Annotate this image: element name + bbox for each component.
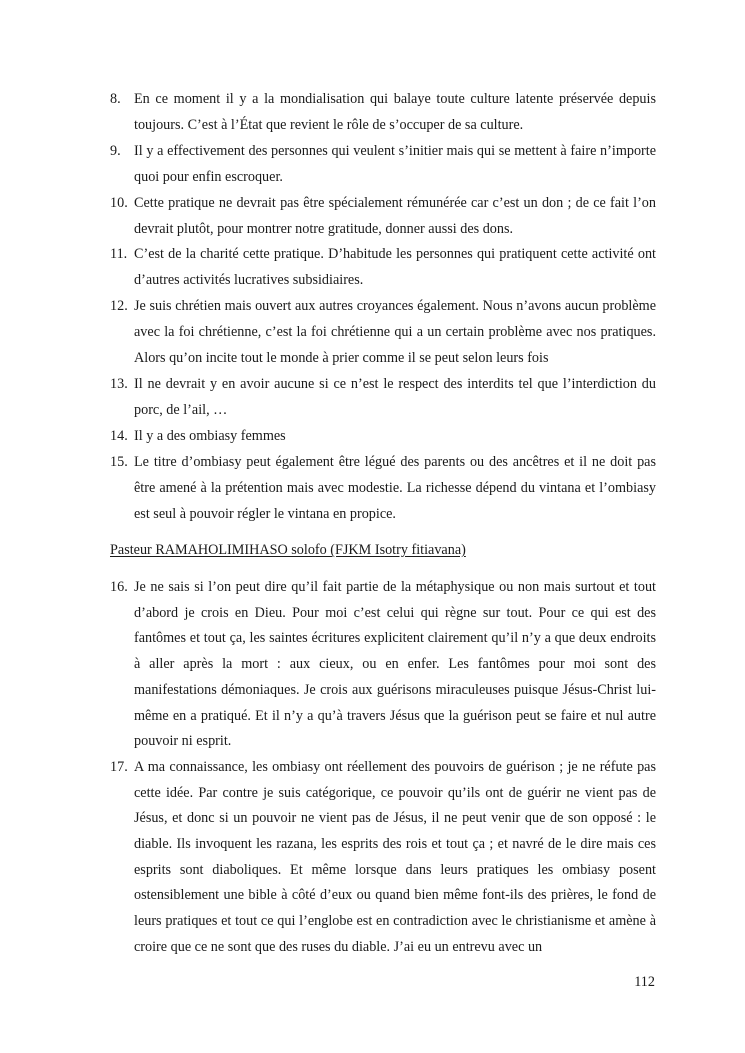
item-text: Il y a des ombiasy femmes bbox=[134, 427, 286, 444]
item-number: 15. bbox=[110, 453, 128, 470]
item-number: 9. bbox=[110, 142, 121, 159]
item-text: Je suis chrétien mais ouvert aux autres croyances également. Nous n’avons aucun problème avec la foi chrétienne, c’est la foi chrétienne qui a un certain problème avec nos pratiques. Alors qu’on incite tout le monde à prier comme il se peut selon leurs fois bbox=[134, 298, 656, 367]
list-item bbox=[110, 755, 656, 961]
numbered-list-part-2 bbox=[110, 575, 656, 961]
list-item bbox=[110, 242, 656, 294]
list-item bbox=[110, 294, 656, 372]
numbered-list-part-1 bbox=[110, 87, 656, 527]
list-item bbox=[110, 139, 656, 191]
list-item bbox=[110, 372, 656, 424]
list-item bbox=[110, 191, 656, 243]
item-text: En ce moment il y a la mondialisation qui balaye toute culture latente préservée depuis toujours. C’est à l’État que revient le rôle de s’occuper de sa culture. bbox=[134, 91, 656, 133]
item-number: 11. bbox=[110, 246, 128, 263]
item-text: Le titre d’ombiasy peut également être légué des parents ou des ancêtres et il ne doit pas être amené à la prétention mais avec modestie. La richesse dépend du vintana et l’ombiasy est seul à pouvoir régler le vintana en propice. bbox=[134, 453, 656, 522]
section-title: Pasteur RAMAHOLIMIHASO solofo (FJKM Isotry fitiavana) bbox=[110, 542, 466, 558]
item-number: 17. bbox=[110, 758, 128, 775]
item-number: 13. bbox=[110, 375, 128, 392]
list-item bbox=[110, 450, 656, 528]
item-number: 12. bbox=[110, 298, 128, 315]
item-text: Cette pratique ne devrait pas être spécialement rémunérée car c’est un don ; de ce fait l’on devrait plutôt, pour montrer notre gratitude, donner aussi des dons. bbox=[134, 194, 656, 237]
item-text: Il y a effectivement des personnes qui veulent s’initier mais qui se mettent à faire n’importe quoi pour enfin escroquer. bbox=[134, 142, 656, 185]
page-number: 112 bbox=[634, 974, 655, 990]
list-item bbox=[110, 575, 656, 755]
item-text: A ma connaissance, les ombiasy ont réellement des pouvoirs de guérison ; je ne réfute pas cette idée. Par contre je suis catégorique, ce pouvoir qu’ils ont de guérir ne vient pas de Jésus, et donc si un pouvoir ne vient pas de Jésus, il ne peut venir que de son opposé : le diable. Ils invoquent les razana, les esprits des rois et tout ça ; et navré de le dire mais ces esprits sont diaboliques. Et même lorsque dans leurs pratiques les ombiasy posent ostensiblement une bible à côté d’eux ou quand bien même font-ils des prières, le fond de leurs pratiques et tout ce qui l’englobe est en contradiction avec le christianisme et amène à croire que ce ne sont que des ruses du diable. J’ai eu un entrevu avec un bbox=[134, 758, 656, 955]
item-text: Il ne devrait y en avoir aucune si ce n’est le respect des interdits tel que l’interdiction du porc, de l’ail, … bbox=[134, 375, 656, 418]
list-item bbox=[110, 424, 656, 450]
list-item bbox=[110, 87, 656, 139]
item-text: C’est de la charité cette pratique. D’habitude les personnes qui pratiquent cette activité ont d’autres activités lucratives subsidiaires. bbox=[134, 246, 656, 289]
item-number: 8. bbox=[110, 91, 121, 107]
item-number: 14. bbox=[110, 427, 128, 444]
item-text: Je ne sais si l’on peut dire qu’il fait partie de la métaphysique ou non mais surtout et tout d’abord je crois en Dieu. Pour moi c’est celui qui règne sur tout. Pour ce qui est des fantômes et tout ça, les saintes écritures explicitent clairement qu’il n’y a que deux endroits à aller après la mort : aux cieux, ou en enfer. Les fantômes pour moi sont des manifestations démoniaques. Je crois aux guérisons miraculeuses puisque Jésus-Christ lui-même en a pratiqué. Et il n’y a qu’à travers Jésus que la guérison peut se faire et nul autre pouvoir ni esprit. bbox=[134, 579, 656, 750]
item-number: 16. bbox=[110, 579, 128, 595]
item-number: 10. bbox=[110, 194, 128, 211]
